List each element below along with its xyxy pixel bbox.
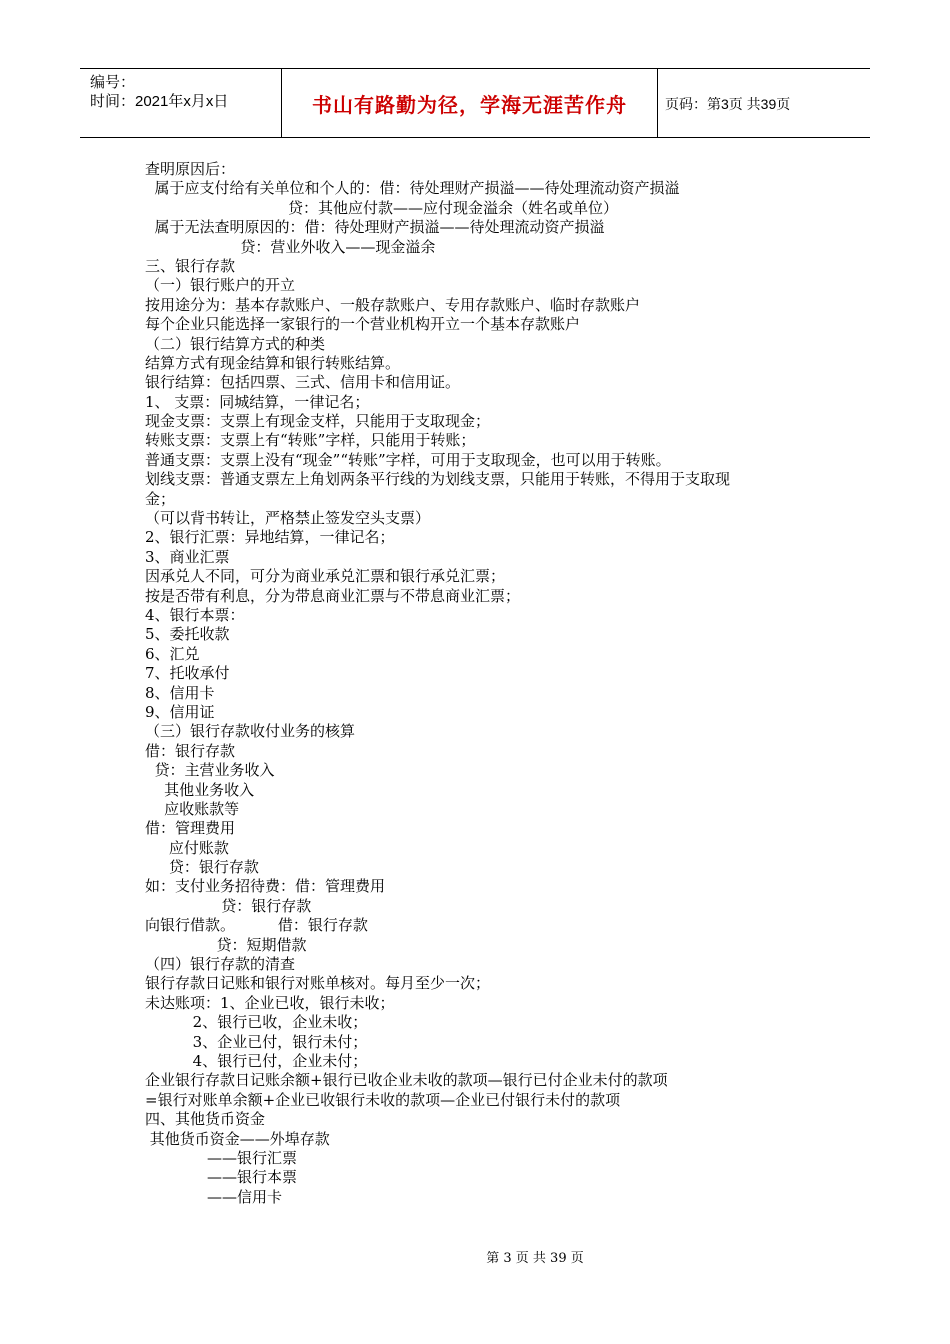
text-line: （三）银行存款收付业务的核算 <box>145 722 356 741</box>
text-line: 如：支付业务招待费：借：管理费用 <box>145 877 386 896</box>
text-line: 贷：短期借款 <box>145 935 307 954</box>
text-line: 其他货币资金——外埠存款 <box>145 1129 330 1148</box>
text-line: 贷：银行存款 <box>145 896 312 915</box>
text-line: 贷：主营业务收入 <box>145 761 275 780</box>
text-line: 贷：其他应付款——应付现金溢余（姓名或单位） <box>145 198 619 217</box>
text-line: 转账支票：支票上有“转账”字样，只能用于转账； <box>145 431 476 450</box>
text-line: ——银行本票 <box>145 1168 297 1187</box>
text-line: 7、托收承付 <box>145 664 230 683</box>
text-line: 结算方式有现金结算和银行转账结算。 <box>145 353 401 372</box>
text-line: ——银行汇票 <box>145 1148 297 1167</box>
text-line: 四、其他货币资金 <box>145 1110 266 1129</box>
header-motto: 书山有路勤为径，学海无涯苦作舟 <box>312 93 627 117</box>
text-line: 9、信用证 <box>145 702 215 721</box>
text-line: 4、银行本票： <box>145 605 245 624</box>
text-line: 三、银行存款 <box>145 256 236 275</box>
text-line: 4、银行已付，企业未付； <box>145 1051 368 1070</box>
text-line: （可以背书转让，严格禁止签发空头支票） <box>145 509 431 528</box>
text-line: 因承兑人不同，可分为商业承兑汇票和银行承兑汇票； <box>145 567 506 586</box>
text-line: 2、银行汇票：异地结算，一律记名； <box>145 528 395 547</box>
text-line: 企业银行存款日记账余额+银行已收企业未收的款项—银行已付企业未付的款项 <box>145 1071 668 1090</box>
text-line: 划线支票：普通支票左上角划两条平行线的为划线支票，只能用于转账，不得用于支取现 <box>145 470 731 489</box>
text-line: 贷：银行存款 <box>145 858 259 877</box>
text-line: 银行结算：包括四票、三式、信用卡和信用证。 <box>145 373 461 392</box>
text-line: ——信用卡 <box>145 1187 282 1206</box>
document-body <box>145 160 845 1207</box>
text-line: 未达账项：1、企业已收，银行未收； <box>145 993 395 1012</box>
text-line: 8、信用卡 <box>145 683 215 702</box>
text-line: 贷：营业外收入——现金溢余 <box>145 237 436 256</box>
text-line: 金； <box>145 489 176 508</box>
text-line: 属于无法查明原因的：借：待处理财产损溢——待处理流动资产损溢 <box>145 218 605 237</box>
header-meta <box>90 73 280 111</box>
text-line: 其他业务收入 <box>145 780 255 799</box>
text-line: 普通支票：支票上没有“现金”“转账”字样，可用于支取现金，也可以用于转账。 <box>145 450 671 469</box>
text-line: 银行存款日记账和银行对账单核对。每月至少一次； <box>145 974 491 993</box>
text-line: 向银行借款。 借：银行存款 <box>145 916 368 935</box>
document-number-label: 编号： <box>90 74 136 91</box>
text-line: 5、委托收款 <box>145 625 230 644</box>
page-footer <box>0 1247 950 1266</box>
text-line: 现金支票：支票上有现金支样，只能用于支取现金； <box>145 412 491 431</box>
text-line: 2、银行已收，企业未收； <box>145 1013 368 1032</box>
text-line: 3、企业已付，银行未付； <box>145 1032 368 1051</box>
header-divider <box>657 69 658 137</box>
text-line: （二）银行结算方式的种类 <box>145 334 326 353</box>
page-header <box>80 68 870 138</box>
header-page-info: 页码：第3页 共39页 <box>665 96 791 112</box>
footer-page-number: 第 3 页 共 39 页 <box>486 1251 584 1266</box>
text-line: 借：银行存款 <box>145 741 236 760</box>
text-line: 查明原因后： <box>145 160 236 178</box>
text-line: 6、汇兑 <box>145 644 200 663</box>
text-line: 1、 支票：同城结算，一律记名； <box>145 392 370 411</box>
text-line: 借：管理费用 <box>145 819 236 838</box>
text-line: （四）银行存款的清查 <box>145 955 296 974</box>
text-line: 3、商业汇票 <box>145 547 230 566</box>
text-line: 应收账款等 <box>145 799 240 818</box>
text-line: 属于应支付给有关单位和个人的：借：待处理财产损溢——待处理流动资产损溢 <box>145 179 680 198</box>
document-date: 时间：2021年x月x日 <box>90 93 229 110</box>
text-line: =银行对账单余额+企业已收银行未收的款项—企业已付银行未付的款项 <box>145 1090 621 1109</box>
text-line: 应付账款 <box>145 838 229 857</box>
text-line: 每个企业只能选择一家银行的一个营业机构开立一个基本存款账户 <box>145 315 581 334</box>
text-line: （一）银行账户的开立 <box>145 276 296 295</box>
text-line: 按是否带有利息，分为带息商业汇票与不带息商业汇票； <box>145 586 521 605</box>
text-line: 按用途分为：基本存款账户、一般存款账户、专用存款账户、临时存款账户 <box>145 295 641 314</box>
